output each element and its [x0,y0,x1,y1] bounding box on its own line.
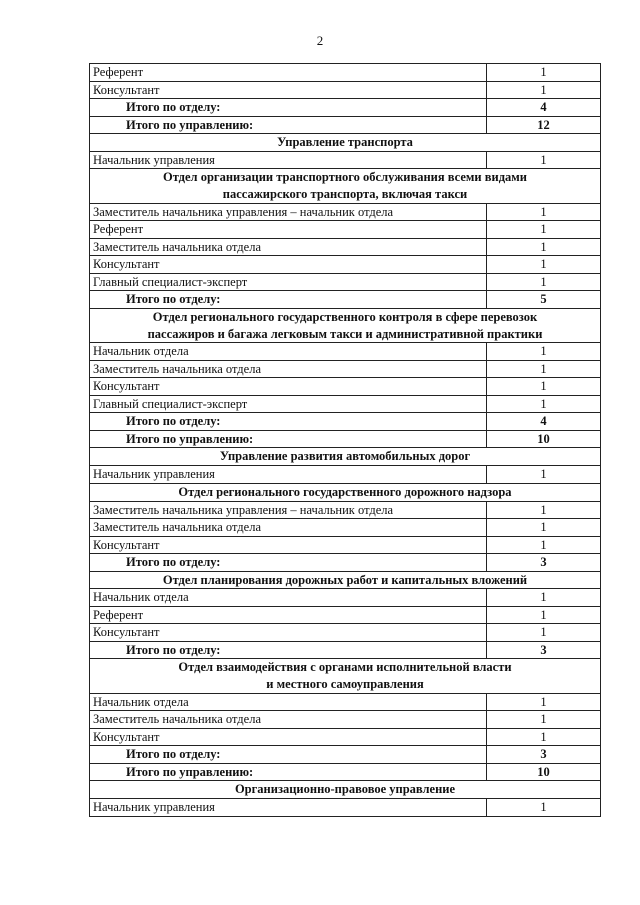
position-count: 1 [487,624,601,642]
position-count: 1 [487,221,601,239]
total-row [90,746,601,764]
section-heading [90,659,601,694]
total-row [90,99,601,117]
position-row [90,624,601,642]
total-value: 3 [487,641,601,659]
total-label: Итого по отделу: [90,291,487,309]
staff-table [89,63,601,817]
position-count: 1 [487,256,601,274]
position-count: 1 [487,343,601,361]
total-value: 10 [487,430,601,448]
position-row [90,256,601,274]
total-row [90,554,601,572]
section-heading [90,308,601,343]
total-value: 4 [487,99,601,117]
section-heading [90,448,601,466]
position-count: 1 [487,693,601,711]
section-heading-row [90,571,601,589]
section-heading [90,169,601,204]
section-heading [90,781,601,799]
total-label: Итого по управлению: [90,763,487,781]
position-name: Главный специалист-эксперт [90,395,487,413]
position-name: Заместитель начальника управления – начальник отдела [90,501,487,519]
total-label: Итого по управлению: [90,430,487,448]
position-count: 1 [487,501,601,519]
position-name: Заместитель начальника управления – начальник отдела [90,203,487,221]
position-row [90,203,601,221]
total-value: 12 [487,116,601,134]
total-row [90,413,601,431]
position-count: 1 [487,203,601,221]
section-heading-line: Отдел регионального государственного контроля в сфере перевозок [152,309,538,324]
position-count: 1 [487,378,601,396]
position-name: Начальник управления [90,466,487,484]
total-label: Итого по отделу: [90,746,487,764]
position-row [90,799,601,817]
position-name: Консультант [90,536,487,554]
section-heading [90,134,601,152]
position-count: 1 [487,606,601,624]
total-value: 3 [487,554,601,572]
position-row [90,466,601,484]
position-count: 1 [487,799,601,817]
position-count: 1 [487,81,601,99]
section-heading-line: Отдел планирования дорожных работ и капитальных вложений [162,572,528,587]
section-heading-line: пассажирского транспорта, включая такси [222,187,468,202]
position-row [90,711,601,729]
position-count: 1 [487,395,601,413]
position-name: Заместитель начальника отдела [90,519,487,537]
position-name: Начальник отдела [90,343,487,361]
position-count: 1 [487,151,601,169]
position-row [90,238,601,256]
table-body [90,64,601,817]
position-name: Консультант [90,256,487,274]
position-row [90,606,601,624]
section-heading-line: Управление развития автомобильных дорог [219,449,471,464]
position-row [90,81,601,99]
total-row [90,641,601,659]
position-row [90,378,601,396]
position-row [90,395,601,413]
position-count: 1 [487,466,601,484]
total-label: Итого по отделу: [90,99,487,117]
total-value: 5 [487,291,601,309]
position-name: Референт [90,221,487,239]
position-row [90,64,601,82]
section-heading-row [90,483,601,501]
position-name: Начальник отдела [90,693,487,711]
position-name: Консультант [90,624,487,642]
position-count: 1 [487,728,601,746]
position-name: Заместитель начальника отдела [90,711,487,729]
section-heading-row [90,781,601,799]
position-name: Референт [90,64,487,82]
section-heading [90,483,601,501]
page-number: 2 [316,33,324,48]
position-count: 1 [487,711,601,729]
position-name: Начальник управления [90,151,487,169]
section-heading-row [90,659,601,694]
position-name: Заместитель начальника отдела [90,238,487,256]
position-row [90,221,601,239]
section-heading-line: Управление транспорта [277,135,413,149]
position-name: Начальник отдела [90,589,487,607]
position-count: 1 [487,589,601,607]
position-count: 1 [487,519,601,537]
position-name: Заместитель начальника отдела [90,360,487,378]
position-row [90,501,601,519]
position-count: 1 [487,64,601,82]
position-row [90,728,601,746]
position-row [90,343,601,361]
total-label: Итого по отделу: [90,554,487,572]
position-row [90,589,601,607]
section-heading-line: Отдел организации транспортного обслуживания всеми видами [162,170,527,185]
total-label: Итого по управлению: [90,116,487,134]
position-name: Консультант [90,378,487,396]
total-row [90,763,601,781]
section-heading-row [90,134,601,152]
position-count: 1 [487,273,601,291]
total-label: Итого по отделу: [90,641,487,659]
total-row [90,291,601,309]
section-heading-line: Организационно-правовое управление [234,782,456,797]
total-value: 4 [487,413,601,431]
position-row [90,273,601,291]
total-row [90,430,601,448]
position-name: Референт [90,606,487,624]
total-value: 10 [487,763,601,781]
position-name: Консультант [90,81,487,99]
position-row [90,151,601,169]
position-row [90,519,601,537]
position-row [90,360,601,378]
position-name: Главный специалист-эксперт [90,273,487,291]
position-row [90,536,601,554]
section-heading-line: Отдел взаимодействия с органами исполнительной власти [178,660,512,675]
position-row [90,693,601,711]
total-value: 3 [487,746,601,764]
position-count: 1 [487,536,601,554]
position-count: 1 [487,238,601,256]
total-row [90,116,601,134]
position-name: Консультант [90,728,487,746]
section-heading-line: Отдел регионального государственного дорожного надзора [178,484,512,499]
section-heading-row [90,448,601,466]
position-count: 1 [487,360,601,378]
section-heading [90,571,601,589]
total-label: Итого по отделу: [90,413,487,431]
section-heading-line: и местного самоуправления [266,677,424,692]
position-name: Начальник управления [90,799,487,817]
section-heading-line: пассажиров и багажа легковым такси и административной практики [147,326,543,341]
section-heading-row [90,308,601,343]
section-heading-row [90,169,601,204]
